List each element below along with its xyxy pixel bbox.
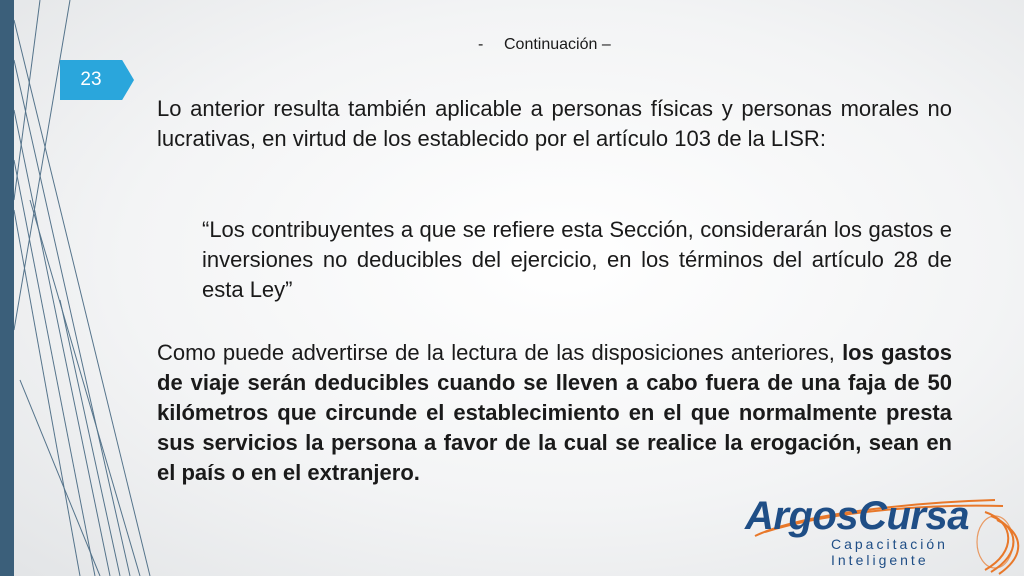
header-dash: -	[478, 36, 484, 53]
logo-wordmark	[745, 492, 969, 540]
logo-brand-part1: Argos	[745, 494, 859, 538]
header-text: Continuación –	[504, 36, 611, 53]
logo-tagline-line1: Capacitación	[831, 536, 948, 552]
paragraph-conclusion-normal: Como puede advertirse de la lectura de las disposiciones anteriores,	[157, 340, 843, 365]
paragraph-intro: Lo anterior resulta también aplicable a personas físicas y personas morales no lucrativas, en virtud de los establecido por el artículo 103 de la LISR:	[157, 96, 952, 151]
quote-paragraph: “Los contribuyentes a que se refiere esta Sección, considerarán los gastos e inversiones no deducibles del ejercicio, en los términos del artículo 28 de esta Ley”	[202, 217, 952, 302]
argoscursa-logo	[745, 492, 1024, 576]
slide-number: 23	[80, 69, 102, 90]
paragraph-conclusion-bold: los gastos de viaje serán deducibles cuando se lleven a cabo fuera de una faja de 50 kilómetros que circunde el establecimiento en el que normalmente presta sus servicios la persona a favor de la cual se realice la erogación, sean en el país o en el extranjero.	[157, 340, 952, 485]
slide-header	[478, 36, 611, 54]
logo-brand-part2: Cursa	[858, 494, 969, 538]
logo-tagline-line2: Inteligente	[831, 552, 929, 568]
paragraph-conclusion	[157, 338, 952, 488]
